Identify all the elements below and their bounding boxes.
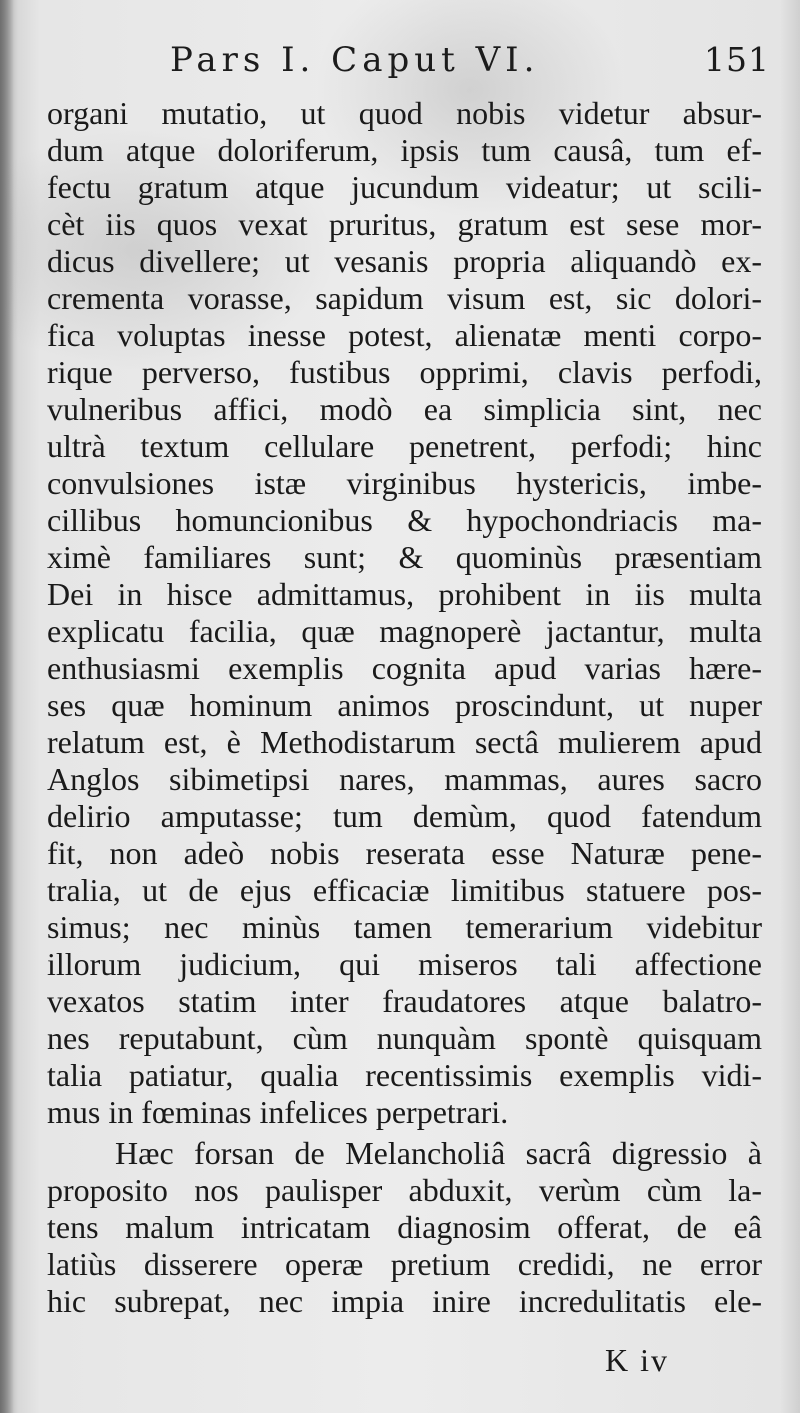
text-line: enthusiasmi exemplis cognita apud varias hære-	[47, 650, 762, 686]
text-line: illorum judicium, qui miseros tali affectione	[47, 946, 762, 982]
paragraph-start-line: Hæc forsan de Melancholiâ sacrâ digressio à	[115, 1135, 762, 1171]
text-line: simus; nec minùs tamen temerarium videbitur	[47, 909, 762, 945]
text-line: explicatu facilia, quæ magnoperè jactantur, multa	[47, 613, 762, 649]
text-line: relatum est, è Methodistarum sectâ mulierem apud	[47, 724, 762, 760]
text-line: fit, non adeò nobis reserata esse Naturæ pene-	[47, 835, 762, 871]
signature-mark: K iv	[605, 1342, 669, 1378]
text-line: ses quæ hominum animos proscindunt, ut nuper	[47, 687, 762, 723]
text-line: fica voluptas inesse potest, alienatæ menti corpo-	[47, 317, 762, 353]
text-line: nes reputabunt, cùm nunquàm spontè quisquam	[47, 1020, 762, 1056]
text-line: talia patiatur, qualia recentissimis exemplis vidi-	[47, 1057, 762, 1093]
text-line: vexatos statim inter fraudatores atque balatro-	[47, 983, 762, 1019]
text-line: ximè familiares sunt; & quominùs præsentiam	[47, 539, 762, 575]
text-line: cèt iis quos vexat pruritus, gratum est sese mor-	[47, 206, 762, 242]
text-line: vulneribus affici, modò ea simplicia sint, nec	[47, 391, 762, 427]
text-line: cillibus homuncionibus & hypochondriacis ma-	[47, 502, 762, 538]
text-line: tralia, ut de ejus efficaciæ limitibus statuere pos-	[47, 872, 762, 908]
text-line: convulsiones istæ virginibus hystericis, imbe-	[47, 465, 762, 501]
text-line: fectu gratum atque jucundum videatur; ut scili-	[47, 169, 762, 205]
paragraph-end-line: mus in fœminas infelices perpetrari.	[47, 1094, 509, 1130]
text-line: organi mutatio, ut quod nobis videtur absur-	[47, 95, 762, 131]
text-line: Dei in hisce admittamus, prohibent in iis multa	[47, 576, 762, 612]
page-number: 151	[704, 40, 770, 79]
text-line: delirio amputasse; tum demùm, quod fatendum	[47, 798, 762, 834]
text-line: dicus divellere; ut vesanis propria aliquandò ex-	[47, 243, 762, 279]
text-line: ultrà textum cellulare penetrent, perfodi; hinc	[47, 428, 762, 464]
text-line: Anglos sibimetipsi nares, mammas, aures sacro	[47, 761, 762, 797]
text-line: dum atque doloriferum, ipsis tum causâ, tum ef-	[47, 132, 762, 168]
text-line: latiùs disserere operæ pretium credidi, ne error	[47, 1246, 762, 1282]
text-line: proposito nos paulisper abduxit, verùm cùm la-	[47, 1172, 762, 1208]
body-text	[47, 95, 762, 1320]
gutter-shadow	[0, 0, 14, 1413]
text-line: crementa vorasse, sapidum visum est, sic dolori-	[47, 280, 762, 316]
running-title: Pars I. Caput VI.	[170, 40, 540, 80]
text-line: rique perverso, fustibus opprimi, clavis perfodi,	[47, 354, 762, 390]
text-line: tens malum intricatam diagnosim offerat, de eâ	[47, 1209, 762, 1245]
running-head	[170, 40, 770, 90]
text-line: hic subrepat, nec impia inire incredulitatis ele-	[47, 1283, 762, 1319]
